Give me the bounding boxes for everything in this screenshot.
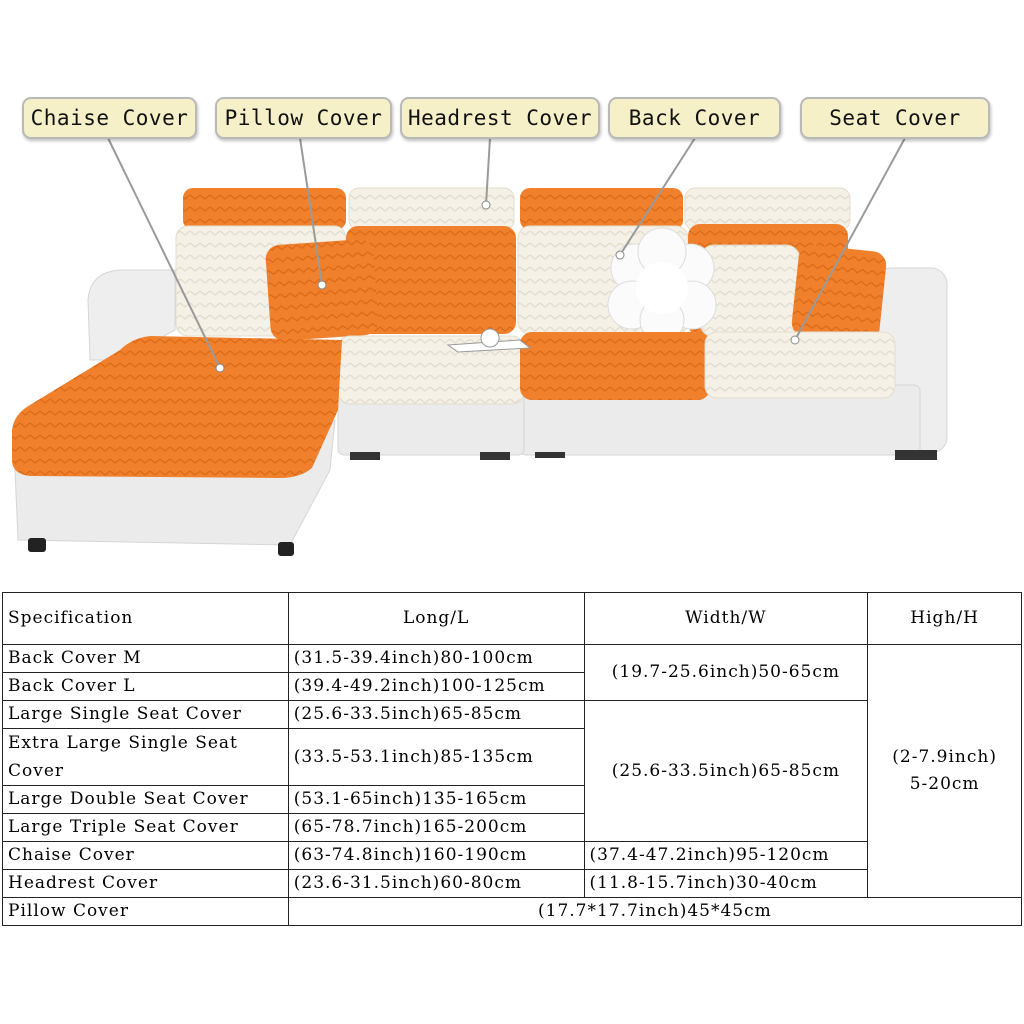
- size-specification-table: [2, 592, 1022, 926]
- chaise-cover-callout: Chaise Cover: [22, 97, 197, 139]
- header-long: Long/L: [288, 593, 584, 645]
- long-cell: (53.1-65inch)135-165cm: [288, 786, 584, 814]
- spec-cell: Large Single Seat Cover: [3, 701, 289, 729]
- seat-cover-callout: Seat Cover: [800, 97, 990, 139]
- width-cell: (19.7-25.6inch)50-65cm: [584, 645, 868, 701]
- headrest-cover-callout: Headrest Cover: [400, 97, 600, 139]
- long-cell: (39.4-49.2inch)100-125cm: [288, 673, 584, 701]
- long-cell: (65-78.7inch)165-200cm: [288, 814, 584, 842]
- high-cell: [868, 645, 1022, 898]
- spec-cell: Pillow Cover: [3, 898, 289, 926]
- spec-cell: Large Triple Seat Cover: [3, 814, 289, 842]
- spec-cell: Back Cover M: [3, 645, 289, 673]
- header-width: Width/W: [584, 593, 868, 645]
- table-row: [3, 898, 1022, 926]
- width-cell: (25.6-33.5inch)65-85cm: [584, 701, 868, 842]
- width-cell: (11.8-15.7inch)30-40cm: [584, 870, 868, 898]
- pillow-cover-callout: Pillow Cover: [215, 97, 392, 139]
- long-width-cell: (17.7*17.7inch)45*45cm: [288, 898, 1021, 926]
- chaise-cover: [12, 336, 342, 478]
- spec-cell: Large Double Seat Cover: [3, 786, 289, 814]
- long-cell: (25.6-33.5inch)65-85cm: [288, 701, 584, 729]
- long-cell: (33.5-53.1inch)85-135cm: [288, 729, 584, 786]
- spec-cell: Chaise Cover: [3, 842, 289, 870]
- headrest-covers: [183, 188, 850, 230]
- high-cm: 5-20cm: [909, 774, 980, 794]
- spec-cell: Back Cover L: [3, 673, 289, 701]
- back-cover-callout: Back Cover: [608, 97, 781, 139]
- header-specification: Specification: [3, 593, 289, 645]
- spec-cell: Extra Large Single Seat Cover: [3, 729, 289, 786]
- table-row: [3, 645, 1022, 673]
- long-cell: (23.6-31.5inch)60-80cm: [288, 870, 584, 898]
- long-cell: (63-74.8inch)160-190cm: [288, 842, 584, 870]
- seat-covers: [338, 332, 895, 404]
- header-high: High/H: [868, 593, 1022, 645]
- spec-cell: Headrest Cover: [3, 870, 289, 898]
- table-header-row: [3, 593, 1022, 645]
- high-inch: (2-7.9inch): [892, 747, 997, 767]
- long-cell: (31.5-39.4inch)80-100cm: [288, 645, 584, 673]
- width-cell: (37.4-47.2inch)95-120cm: [584, 842, 868, 870]
